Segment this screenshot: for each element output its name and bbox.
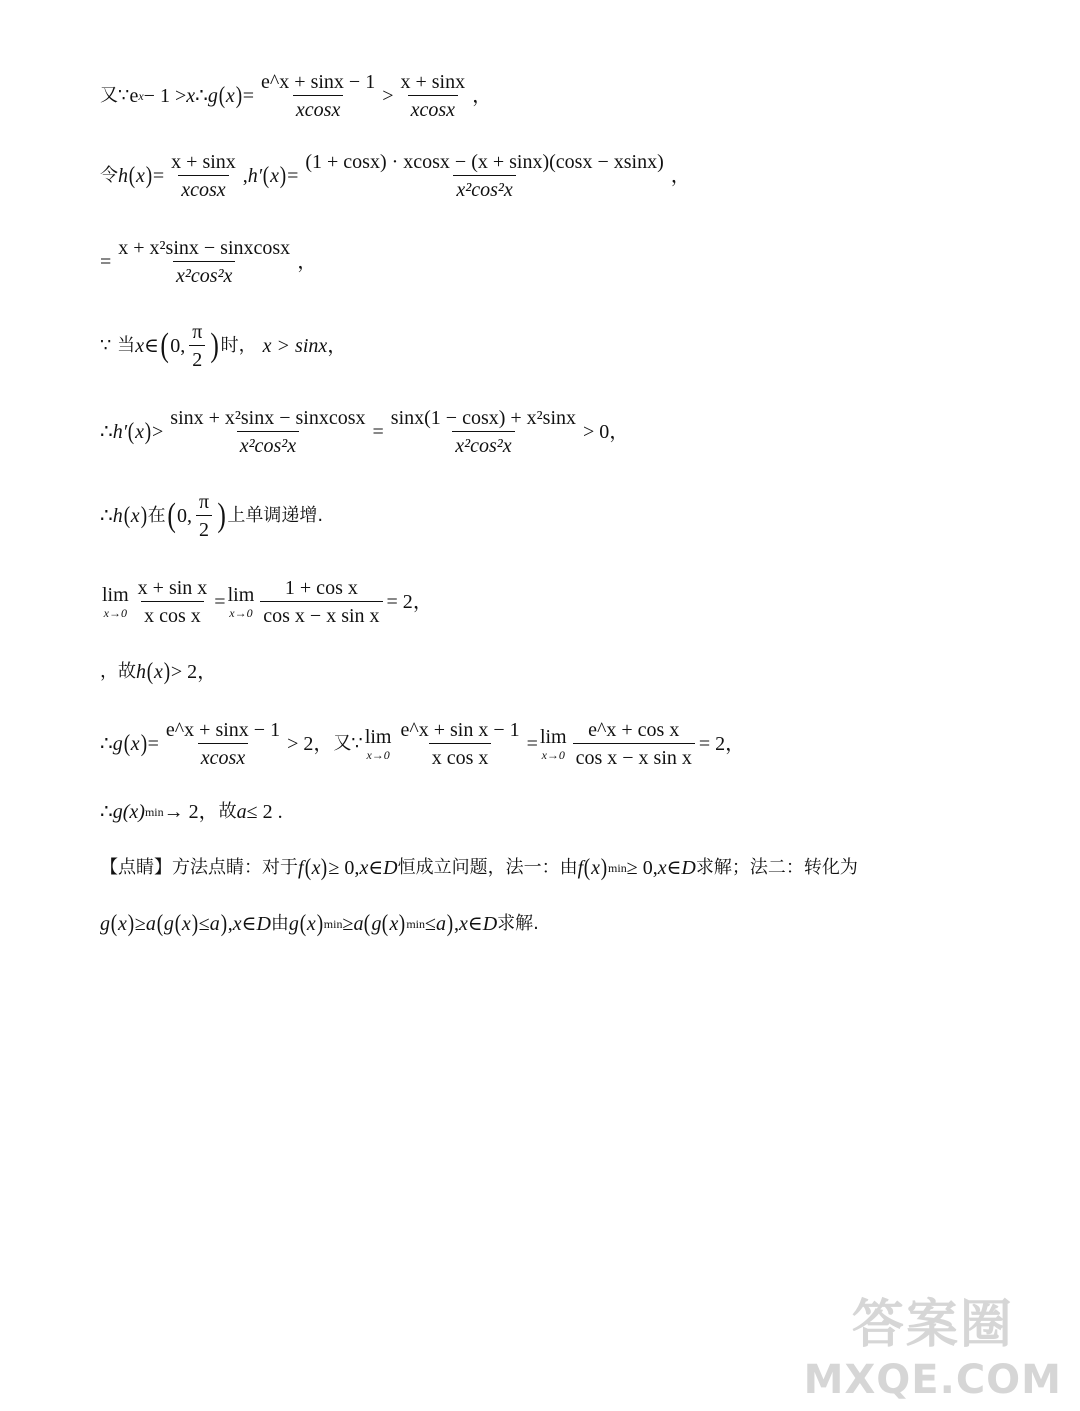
text: 又∵ [100, 85, 130, 106]
text: , [454, 913, 459, 935]
text: 上单调递增. [227, 505, 324, 526]
text: g [163, 913, 174, 935]
text: x [135, 335, 145, 357]
text: ∈ [241, 913, 257, 935]
numerator: 1 + cos x [284, 577, 358, 599]
denominator: xcosx [178, 175, 228, 200]
text: = [214, 591, 226, 613]
text: D [256, 913, 271, 935]
denominator: x cos x [141, 601, 204, 626]
text: → 2， [163, 801, 219, 823]
text: ) [145, 163, 153, 189]
text: x [136, 165, 145, 187]
text: ( [123, 731, 130, 757]
text: x [225, 85, 235, 107]
text: ( [123, 503, 130, 529]
text: 0, [176, 505, 192, 527]
text: ≥ [134, 913, 146, 935]
watermark-logo [804, 1282, 1062, 1403]
text: x [232, 913, 242, 935]
text: ) [235, 83, 242, 109]
text: ) [127, 911, 135, 937]
text: ≥ 0, [328, 857, 360, 879]
text: = 2 [386, 591, 413, 613]
line-5 [100, 408, 629, 456]
numerator: e^x + sinx − 1 [165, 719, 281, 741]
text: h′ [247, 165, 263, 187]
text: − 1 > [143, 85, 187, 107]
numerator: π [198, 491, 210, 513]
text: ) [163, 659, 171, 685]
text: = [287, 165, 299, 187]
text: ( [382, 911, 389, 937]
denominator: xcosx [293, 95, 343, 120]
text: 故 [218, 801, 237, 822]
line-10: ∴ g(x) min → 2， 故 a ≤ 2 . [100, 801, 283, 823]
text: ∴ [100, 421, 113, 443]
numerator: e^x + sin x − 1 [400, 719, 520, 741]
fraction [258, 72, 378, 120]
line-2 [100, 152, 691, 200]
text: ( [110, 911, 118, 937]
denominator: x²cos²x [237, 431, 299, 456]
line-3 [100, 238, 317, 286]
text: = [242, 85, 255, 107]
text: ( [160, 327, 169, 364]
line-6 [100, 492, 323, 540]
fraction [189, 322, 205, 370]
text: > 2 [170, 661, 198, 683]
text: ∈ [368, 857, 384, 879]
numerator: sinx(1 − cosx) + x²sinx [390, 407, 577, 429]
text: ) [220, 911, 227, 937]
text: g [288, 913, 299, 935]
numerator: π [192, 321, 203, 343]
text: a [145, 913, 156, 935]
text: x [130, 733, 140, 755]
text: lim [539, 726, 567, 748]
text: h [118, 165, 128, 187]
text: x→0 [103, 606, 127, 620]
numerator: x + sin x [137, 577, 208, 599]
text: ) [217, 497, 226, 534]
denominator: cos x − x sin x [573, 743, 695, 768]
text: ) [321, 855, 328, 881]
text: = [152, 165, 165, 187]
text: ( [262, 163, 270, 189]
text: h [136, 661, 146, 683]
text: ( [583, 855, 591, 881]
text: g [112, 733, 123, 755]
text: f [298, 857, 304, 879]
text: a [353, 913, 364, 935]
fraction [573, 720, 695, 768]
line-4 [100, 322, 347, 370]
text: x [389, 913, 399, 935]
text: > [152, 421, 164, 443]
text: > [382, 85, 394, 107]
text: x [130, 505, 140, 527]
text: x [181, 913, 191, 935]
line-12: g ( x ) ≥ a ( g ( x ) ≤ a ) , x ∈ D 由 g ( x ) min ≥ a ( g ( x ) min ≤ a ) , x ∈ D 求解. [100, 911, 539, 937]
text: f [577, 857, 584, 879]
text: D [383, 857, 398, 879]
text: g(x) [112, 801, 145, 823]
text: ≤ 2 . [246, 801, 283, 823]
line-1: 又∵ e x − 1 > x ∴ g ( x ) = $\frac{e\^{}x + \sin x - 1}{xcosx}$ > $\frac{x + \sin x}{xcosx}$ ， [100, 71, 493, 121]
text: ∴ [100, 801, 113, 823]
text: ∴ [100, 733, 113, 755]
text: ∵ 当 [100, 335, 136, 356]
fraction [115, 238, 293, 286]
line-11: 【点睛】方法点睛：对于 f ( x ) ≥ 0, x ∈ D 恒成立问题，法一：由 f ( x ) min ≥ 0, x ∈ D 求解；法二：转化为 [100, 855, 858, 881]
text: e [129, 85, 139, 107]
denominator: cos x − x sin x [260, 601, 382, 626]
text: ) [210, 327, 220, 364]
text: h [112, 505, 123, 527]
text: g [207, 85, 218, 107]
text: ∈ [467, 913, 483, 935]
text: lim [364, 726, 392, 748]
text: ，故 [100, 661, 136, 682]
text: x [359, 857, 369, 879]
text: x→0 [541, 748, 565, 762]
text: 求解；法二：转化为 [695, 857, 858, 878]
text: x [657, 857, 667, 879]
text: ) [316, 911, 323, 937]
text: h′ [112, 421, 128, 443]
text: ， [412, 591, 433, 613]
text: D [482, 913, 498, 935]
text: ( [174, 911, 182, 937]
text: x→0 [366, 748, 390, 762]
denominator: 2 [189, 345, 205, 370]
text: ( [299, 911, 307, 937]
text: ∈ [666, 857, 682, 879]
text: , [227, 913, 233, 935]
text: x [311, 857, 321, 879]
fraction [388, 408, 579, 456]
numerator: sinx + x²sinx − sinxcosx [170, 407, 366, 429]
text: ∴ [100, 505, 113, 527]
limit [540, 727, 567, 761]
watermark-url: MXQE.COM [803, 1357, 1062, 1403]
text: = [100, 251, 112, 273]
text: > 0 [583, 421, 610, 443]
text: ， [327, 335, 348, 357]
text: ) [191, 911, 198, 937]
text: x [135, 421, 144, 443]
text: x [154, 661, 163, 683]
text: x [270, 165, 280, 187]
fraction [397, 720, 522, 768]
text: ( [364, 911, 371, 937]
text: ( [127, 419, 135, 445]
text: ， [609, 421, 630, 443]
numerator: x + sinx [400, 71, 466, 93]
denominator: x²cos²x [452, 431, 514, 456]
text: lim [102, 584, 129, 606]
text: 在 [147, 505, 166, 526]
text: ) [140, 731, 147, 757]
denominator: xcosx [408, 95, 458, 120]
text: g [371, 913, 382, 935]
text: ) [144, 419, 152, 445]
text: ( [128, 163, 136, 189]
text: ≥ [342, 913, 354, 935]
denominator: x²cos²x [453, 175, 515, 200]
fraction [168, 152, 239, 200]
text: ≥ 0, [626, 857, 658, 879]
text: ) [140, 503, 147, 529]
fraction [302, 152, 666, 200]
numerator: x + sinx [171, 151, 236, 173]
text: a [209, 913, 220, 935]
denominator: x cos x [429, 743, 492, 768]
text: x > sinx [262, 335, 328, 357]
text: 恒成立问题，法一：由 [397, 857, 578, 878]
text: 令 [100, 165, 118, 186]
fraction [260, 578, 382, 626]
watermark-text: 答案圈 [851, 1295, 1014, 1355]
text: = [372, 421, 384, 443]
text: > 2， [287, 733, 334, 755]
denominator: 2 [196, 515, 212, 540]
text: ( [304, 855, 311, 881]
text: ) [399, 911, 406, 937]
text: ∴ [195, 85, 208, 107]
text: ， [725, 733, 746, 755]
text: a [436, 913, 446, 935]
text: x→0 [229, 606, 253, 620]
text: = [147, 733, 159, 755]
text: 【点睛】方法点睛：对于 [100, 857, 298, 878]
text: D [681, 857, 696, 879]
text: x [459, 913, 468, 935]
denominator: x²cos²x [173, 261, 235, 286]
fraction [397, 72, 468, 120]
fraction [167, 408, 368, 456]
text: x [118, 913, 127, 935]
text: 又∵ [333, 733, 363, 754]
text: 求解. [497, 913, 539, 934]
text: ， [472, 85, 493, 107]
numerator: (1 + cosx) · xcosx − (x + sinx)(cosx − xsinx) [305, 151, 664, 173]
numerator: e^x + cos x [588, 719, 680, 741]
text: 0, [170, 335, 186, 357]
text: ) [279, 163, 287, 189]
fraction [163, 720, 283, 768]
text: ≤ [425, 913, 436, 935]
text: 时， [220, 335, 257, 356]
text: ， [197, 661, 218, 683]
fraction [196, 492, 212, 540]
line-9 [100, 720, 745, 768]
numerator: x + x²sinx − sinxcosx [118, 237, 291, 259]
text: 由 [270, 913, 289, 934]
fraction [135, 578, 211, 626]
text: g [100, 913, 110, 935]
text: = [526, 733, 538, 755]
text: x [306, 913, 316, 935]
text: ( [146, 659, 154, 685]
limit [365, 727, 392, 761]
numerator: e^x + sinx − 1 [261, 71, 376, 93]
text: a [236, 801, 247, 823]
text: x [186, 85, 196, 107]
text: ， [670, 165, 691, 187]
text: x [591, 857, 601, 879]
text: ， [297, 251, 318, 273]
limit [228, 585, 255, 619]
line-7 [100, 578, 433, 626]
text: lim [227, 584, 255, 606]
line-8 [100, 660, 217, 684]
text: ) [600, 855, 608, 881]
denominator: xcosx [198, 743, 248, 768]
text: ( [156, 911, 164, 937]
text: ≤ [198, 913, 210, 935]
text: ) [446, 911, 454, 937]
text: ∈ [144, 335, 159, 357]
text: , [242, 165, 248, 187]
text: = 2 [698, 733, 726, 755]
text: ( [218, 83, 226, 109]
text: ( [167, 497, 176, 534]
limit [102, 585, 129, 619]
